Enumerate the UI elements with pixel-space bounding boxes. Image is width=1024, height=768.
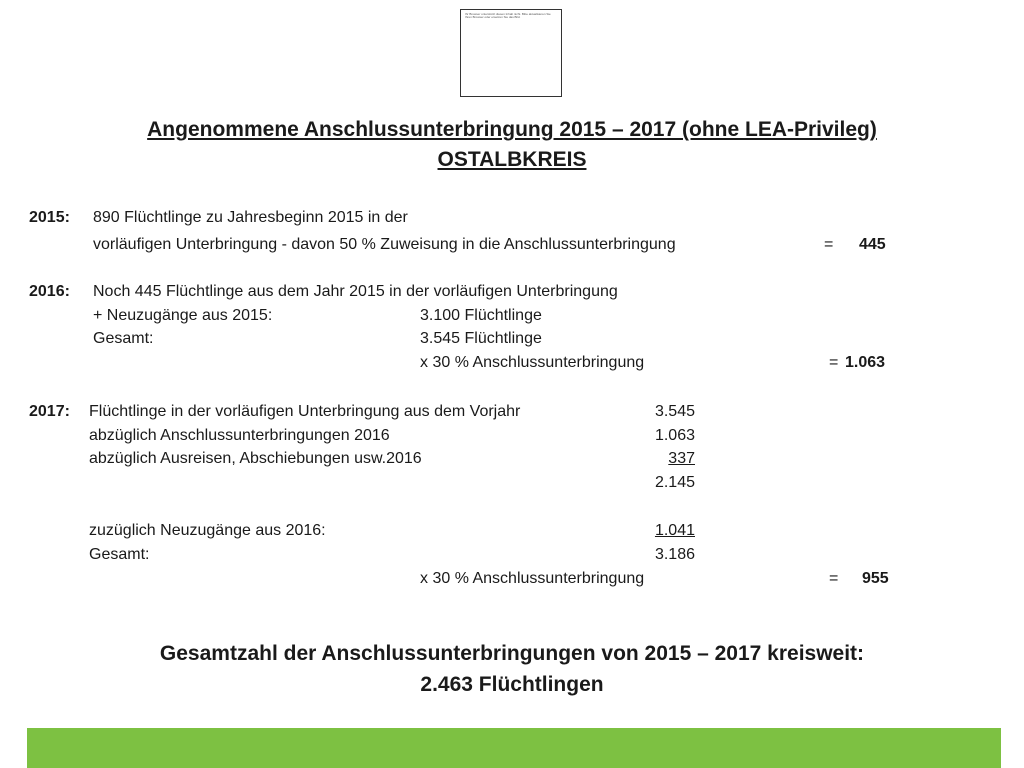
page-subtitle: OSTALBKREIS	[437, 148, 587, 171]
year-2017-subtotal: 2.145	[654, 474, 695, 491]
year-2017-line2-value: 1.063	[654, 427, 695, 444]
footer-bar	[27, 728, 1001, 768]
year-2017-line1-value: 3.545	[654, 403, 695, 420]
year-2015-equals: =	[824, 236, 834, 253]
year-2017-equals: =	[829, 570, 839, 587]
year-2017-gesamt-label: Gesamt:	[89, 546, 150, 563]
year-2017-line3-value: 337	[668, 450, 695, 467]
year-2017-label: 2017:	[29, 403, 70, 420]
year-2016-neu-value: 3.100 Flüchtlinge	[420, 307, 542, 324]
logo-placeholder	[460, 9, 562, 97]
year-2016-gesamt-value: 3.545 Flüchtlinge	[420, 330, 542, 347]
logo-placeholder-text: Ihr Browser unterstützt diesen Inhalt nicht. Bitte aktualisieren Sie Ihren Browser oder ersetzen Sie das Bild.	[465, 12, 551, 19]
year-2015-line1: 890 Flüchtlinge zu Jahresbeginn 2015 in der	[93, 209, 408, 226]
year-2017-calc: x 30 % Anschlussunterbringung	[420, 570, 645, 587]
year-2016-calc: x 30 % Anschlussunterbringung	[420, 354, 645, 371]
summary-line1: Gesamtzahl der Anschlussunterbringungen von 2015 – 2017 kreisweit:	[159, 642, 865, 665]
year-2016-equals: =	[829, 354, 839, 371]
page-title: Angenommene Anschlussunterbringung 2015 – 2017 (ohne LEA-Privileg)	[147, 118, 877, 141]
year-2017-gesamt-value: 3.186	[654, 546, 695, 563]
year-2017-line2: abzüglich Anschlussunterbringungen 2016	[89, 427, 390, 444]
year-2017-neu-value: 1.041	[654, 522, 695, 539]
year-2017-neu-label: zuzüglich Neuzugänge aus 2016:	[89, 522, 326, 539]
year-2017-result: 955	[862, 570, 889, 587]
year-2015-line2: vorläufigen Unterbringung - davon 50 % Zuweisung in die Anschlussunterbringung	[93, 236, 676, 253]
year-2016-neu-label: + Neuzugänge aus 2015:	[93, 307, 273, 324]
year-2017-line1: Flüchtlinge in der vorläufigen Unterbringung aus dem Vorjahr	[89, 403, 521, 420]
year-2015-result: 445	[859, 236, 886, 253]
year-2015-label: 2015:	[29, 209, 70, 226]
year-2016-result: 1.063	[845, 354, 886, 371]
year-2016-gesamt-label: Gesamt:	[93, 330, 154, 347]
year-2016-line1: Noch 445 Flüchtlinge aus dem Jahr 2015 in der vorläufigen Unterbringung	[93, 283, 618, 300]
summary-line2: 2.463 Flüchtlingen	[420, 673, 604, 696]
year-2017-line3: abzüglich Ausreisen, Abschiebungen usw.2016	[89, 450, 422, 467]
year-2016-label: 2016:	[29, 283, 70, 300]
